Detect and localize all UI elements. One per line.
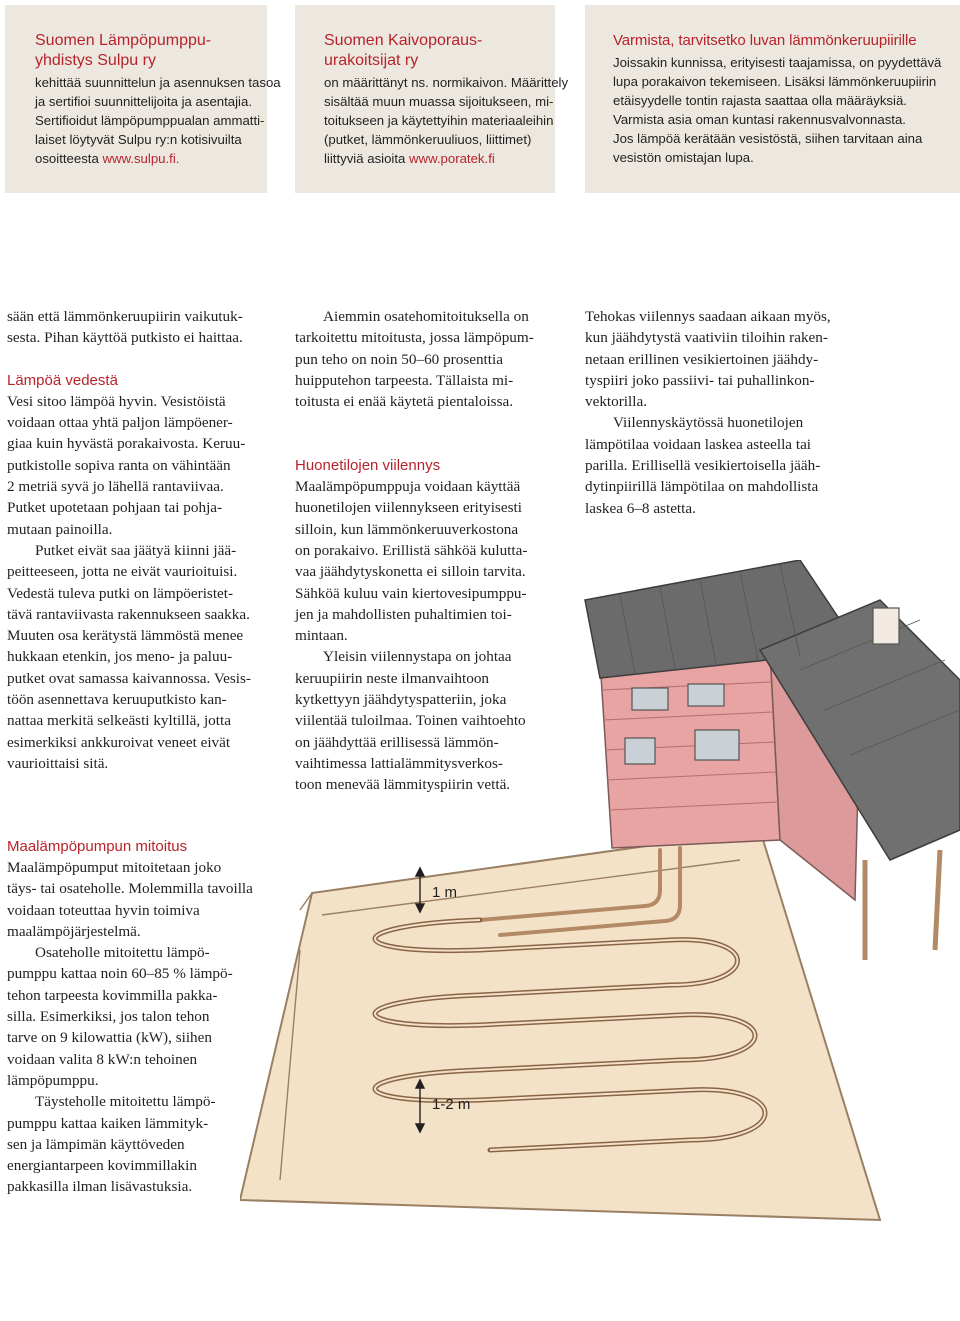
house-window xyxy=(625,738,655,764)
section-heading: Huonetilojen viilennys xyxy=(295,457,441,475)
info-box-sulpu: Suomen Lämpöpumppu- yhdistys Sulpu ry kehittää suunnittelun ja asennuksen tasoa ja sertifioi suunnittelijoita ja asentajia. Sertifioidut lämpöpumppualan ammatti- laiset löytyvät Sulpu ry:n kotisivuilta osoitteesta www.sulpu.fi. xyxy=(5,5,267,193)
ground-area xyxy=(240,830,880,1220)
porch-posts xyxy=(865,850,940,960)
dimension-label-bottom: 1-2 m xyxy=(432,1096,471,1113)
house-window xyxy=(695,730,739,760)
column-2: Aiemmin osatehomitoituksella on tarkoitettu mitoitusta, jossa lämpöpum- pun teho on noin 50–60 prosenttia huipputehon tarpeesta. Tällaista mi- toitusta ei enää käytetä pientaloissa. Huonetilojen viilennys Maalämpöpumppuja voidaan käyttää huonetilojen viilennykseen erityisesti silloin, kun lämmönkeruuverkostona on porakaivo. Erillistä sähköä kulutta- vaa jäähdytyskonetta ei silloin tarvita. Sähköä kuluu vain kiertovesipumppu- jen ja mahdollisten puhaltimien toi- mintaan. Yleisin viilennystapa on johtaa keruupiirin neste ilmanvaihtoon kytkettyyn jäähdytyspatteriin, joka viilentää tuloilmaa. Toinen vaihtoehto on jäähdyttää erillisessä lämmön- vaihtimessa lattialämmitysverkos- toon menevää lämmityspiirin vettä. xyxy=(295,308,534,794)
house-window xyxy=(688,684,724,706)
sulpu-link[interactable]: www.sulpu.fi. xyxy=(102,151,180,166)
box-last-line: liittyviä asioita www.poratek.fi xyxy=(324,151,495,166)
box-heading: Suomen Lämpöpumppu- yhdistys Sulpu ry xyxy=(35,32,212,69)
dimension-label-top: 1 m xyxy=(432,884,458,901)
box-last-line: osoitteesta www.sulpu.fi. xyxy=(35,151,180,166)
section-heading: Maalämpöpumpun mitoitus xyxy=(7,838,188,855)
info-box-permits: Varmista, tarvitsetko luvan lämmönkeruupiirille Joissakin kunnissa, erityisesti taajamissa, on pyydettävä lupa porakaivon tekemiseen. Lisäksi lämmönkeruupiirin etäisyydelle tontin rajasta saattaa olla määräyksiä. Varmista asia oman kuntasi rakennusvalvonnasta. Jos lämpöä kerätään vesistöstä, siihen tarvitaan aina vesistön omistajan lupa. xyxy=(585,5,960,193)
chimney xyxy=(873,608,899,644)
section-heading: Lämpöä vedestä xyxy=(7,371,118,389)
house-window xyxy=(632,688,668,710)
column-3: Tehokas viilennys saadaan aikaan myös, kun jäähdytystä vaativiin tiloihin raken- netaan erillinen vesikiertoinen jäähdy- tyspiiri joko passiivi- tai puhallinkon- vektorilla. Viilennyskäytössä huonetilojen lämpötilaa voidaan laskea asteella tai parilla. Erillisellä vesikiertoisella jääh- dytinpiirillä lämpötilaa on mahdollista laskea 6–8 astetta. xyxy=(585,308,831,517)
column-sizing: Maalämpöpumpun mitoitus Maalämpöpumput mitoitetaan joko täys- tai osateholle. Molemmilla tavoilla voidaan toteuttaa hyvin toimiva maalämpöjärjestelmä. Osateholle mitoitettu lämpö- pumppu kattaa noin 60–85 % lämpö- tehon tarpeesta kovimmilla pakka- silla. Esimerkiksi, jos talon tehon tarve on 9 kilowattia (kW), siihen voidaan valita 8 kW:n tehoinen lämpöpumppu. Täysteholle mitoitettu lämpö- pumppu kattaa kaiken lämmityk- sen ja lämpimän käyttöveden energiantarpeen kovimmillakin pakkasilla ilman lisävastuksia. xyxy=(7,838,253,1196)
poratek-link[interactable]: www.poratek.fi xyxy=(409,151,495,166)
box-heading: Varmista, tarvitsetko luvan lämmönkeruupiirille xyxy=(613,32,917,49)
column-1: sään että lämmönkeruupiirin vaikutuk- sesta. Pihan käyttöä putkisto ei haittaa. Lämpöä vedestä Vesi sitoo lämpöä hyvin. Vesistöistä voidaan ottaa yhtä paljon lämpöener- giaa kuin hyvästä porakaivosta. Keruu- putkistolle sopiva ranta on vähintään 2 metriä syvä jo lähellä rantaviivaa. Putket upotetaan pohjaan tai pohja- mutaan painoilla. Putket eivät saa jäätyä kiinni jää- peitteeseen, jotta ne eivät vaurioituisi. Vedestä tuleva putki on lämpöeristet- tävä rantaviivasta rakennukseen saakka. Muuten osa kerätystä lämmöstä menee hukkaan etenkin, jos meno- ja paluu- putket ovat samassa kaivannossa. Vesis- töön asennettava keruuputkisto kan- nattaa merkitä selkeästi kyltillä, jotta esimerkiksi ankkuroivat veneet eivät vaurioittaisi sitä. xyxy=(7,308,251,772)
box-heading: Suomen Kaivoporaus- urakoitsijat ry xyxy=(324,32,483,69)
info-box-poratek: Suomen Kaivoporaus- urakoitsijat ry on määrittänyt ns. normikaivon. Määrittely sisältää muun muassa sijoitukseen, mi- toitukseen ja käytettyihin materiaaleihin (putket, lämmönkeruuliuos, liittimet) liittyviä asioita www.poratek.fi xyxy=(295,5,555,193)
